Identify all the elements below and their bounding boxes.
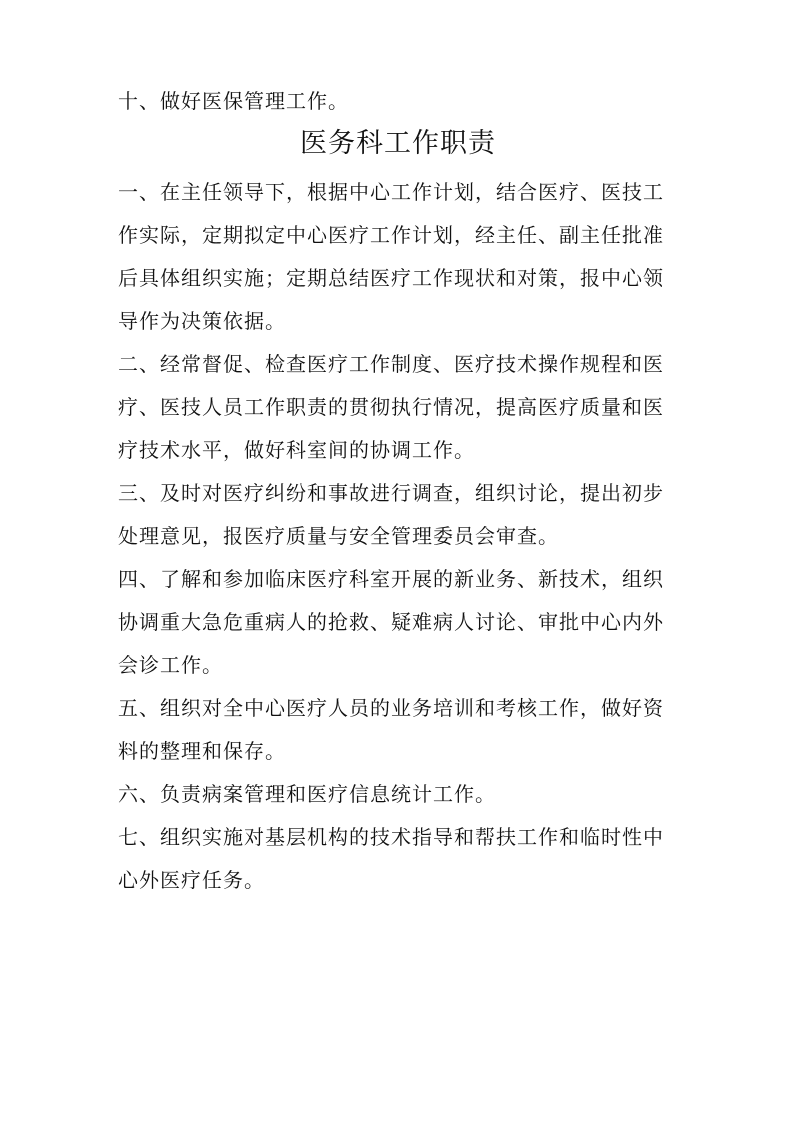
paragraph-line: 处理意见，报医疗质量与安全管理委员会审查。 bbox=[118, 524, 559, 548]
paragraph-line: 协调重大急危重病人的抢救、疑难病人讨论、审批中心内外 bbox=[118, 610, 664, 634]
paragraph-line: 导作为决策依据。 bbox=[118, 309, 286, 333]
paragraph-4 bbox=[118, 558, 678, 687]
document-title: 医务科工作职责 bbox=[300, 128, 496, 159]
paragraph-line: 疗、医技人员工作职责的贯彻执行情况，提高医疗质量和医 bbox=[118, 395, 664, 419]
paragraph-line: 后具体组织实施；定期总结医疗工作现状和对策，报中心领 bbox=[118, 266, 664, 290]
paragraph-line: 疗技术水平，做好科室间的协调工作。 bbox=[118, 438, 475, 462]
paragraph-5 bbox=[118, 687, 678, 773]
paragraph-2 bbox=[118, 343, 678, 472]
paragraph-line: 一、在主任领导下，根据中心工作计划，结合医疗、医技工 bbox=[118, 180, 664, 204]
paragraph-line: 会诊工作。 bbox=[118, 653, 223, 677]
document-body bbox=[118, 80, 678, 902]
paragraph-line: 三、及时对医疗纠纷和事故进行调查，组织讨论，提出初步 bbox=[118, 481, 664, 505]
paragraph-line: 料的整理和保存。 bbox=[118, 739, 286, 763]
paragraph-6 bbox=[118, 773, 678, 816]
paragraph-line: 四、了解和参加临床医疗科室开展的新业务、新技术，组织 bbox=[118, 567, 664, 591]
paragraph-line: 五、组织对全中心医疗人员的业务培训和考核工作，做好资 bbox=[118, 696, 664, 720]
intro-line: 十、做好医保管理工作。 bbox=[118, 89, 349, 113]
paragraph-line: 二、经常督促、检查医疗工作制度、医疗技术操作规程和医 bbox=[118, 352, 664, 376]
paragraph-line: 六、负责病案管理和医疗信息统计工作。 bbox=[118, 782, 496, 806]
paragraph-line: 作实际，定期拟定中心医疗工作计划，经主任、副主任批准 bbox=[118, 223, 664, 247]
paragraph-line: 心外医疗任务。 bbox=[118, 868, 265, 892]
paragraph-1 bbox=[118, 171, 678, 343]
paragraph-3 bbox=[118, 472, 678, 558]
paragraph-line: 七、组织实施对基层机构的技术指导和帮扶工作和临时性中 bbox=[118, 825, 664, 849]
paragraph-7 bbox=[118, 816, 678, 902]
